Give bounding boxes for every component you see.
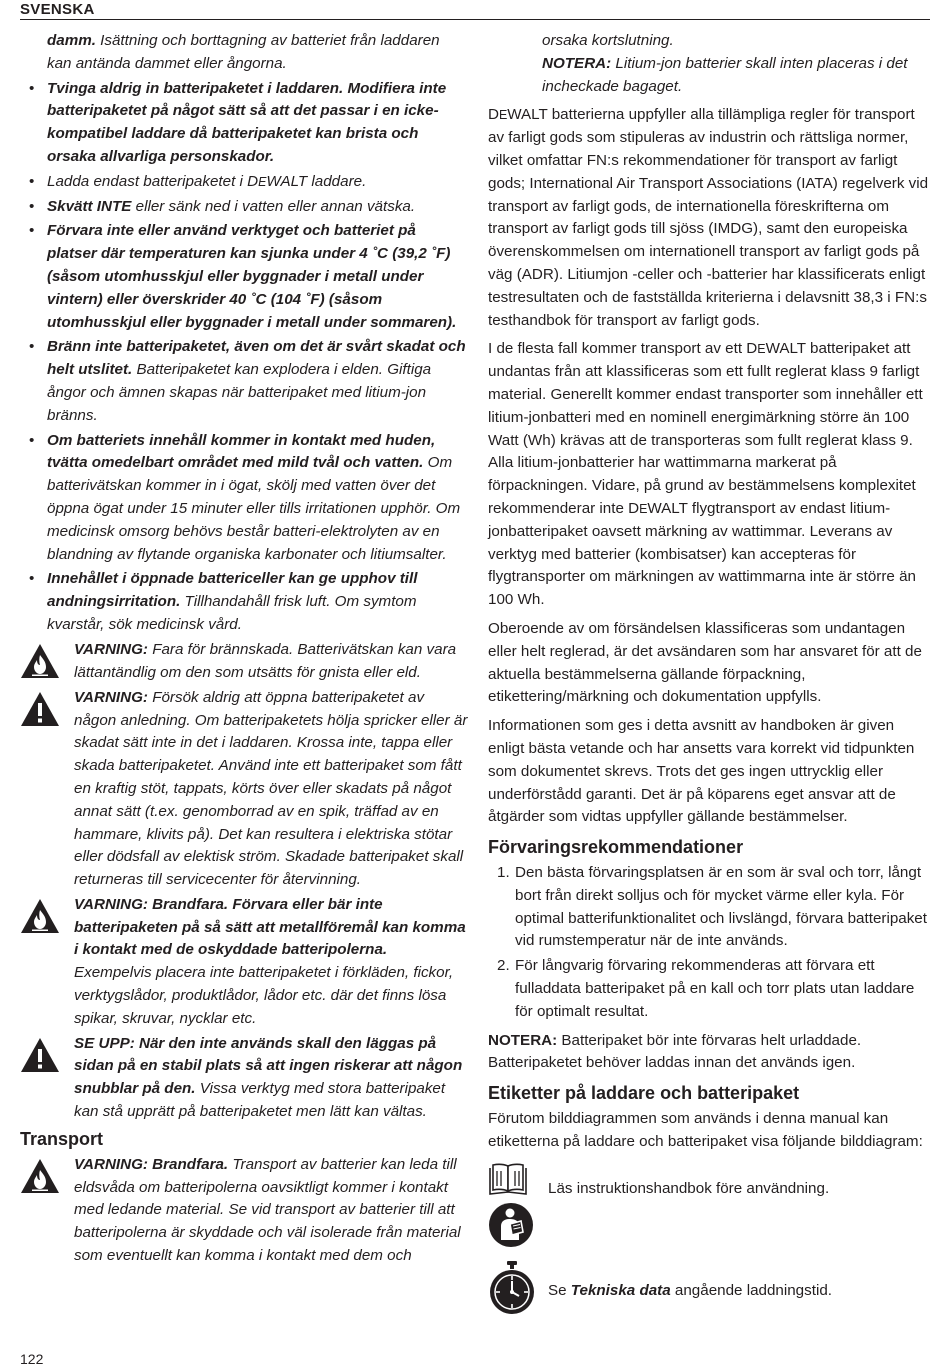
storage-title: Förvaringsrekommendationer [488, 837, 744, 858]
bullet-only-post: WALT laddare. [266, 172, 367, 190]
fire-warning-icon [20, 643, 60, 679]
exemption-paragraph [488, 338, 932, 612]
bullet-skin [20, 430, 468, 567]
warning-burn [20, 639, 468, 685]
bullet-cells-bold: Innehållet i öppnade battericeller kan ge upphov till andningsirritation. [47, 570, 418, 611]
intro-paragraph [20, 30, 468, 76]
storage-item-1 [488, 862, 932, 953]
exclamation-warning-icon [20, 1037, 60, 1073]
bullet-only-charger [20, 171, 468, 194]
bullet-burn-bold: Bränn inte batteripaketet, även om det är svårt skadat och helt utslitet. [47, 338, 466, 379]
caution-bold: SE UPP: När den inte används skall den läggas på sidan på en stabil plats så att ingen riskerar att någon snubblar på den. [74, 1034, 463, 1098]
exemption-pre: I de flesta fall kommer transport av ett D [488, 340, 758, 358]
exemption-brand-e: E [757, 342, 766, 357]
note1-text: Litium-jon batterier skall inten placeras i det incheckade bagaget. [542, 54, 908, 95]
transport-warn-text: Transport av batterier kan leda till eldsvåda om batteripolerna oavsiktligt kommer i kontakt med ledande material. Se vid transport av batterier till att batteripolerna är skyddade och väl isolerade från material som eventuellt kan komma i kontakt med dem och [74, 1155, 461, 1265]
warn2-text: Försök aldrig att öppna batteripaketet av någon anledning. Om batteripaketets hölja spricker eller är skadat sätt inte in det i laddaren. Krossa inte, tappa eller skada batteripaketet. Använd inte ett batteripaket som fått en kraftig stöt, tappats, körts över eller skadats på något annat sätt (t.ex. genomborrad av en spik, träffad av en hammare, klivits på). Det kan resultera i elektriska stötar eller dödsfall av elektisk ström. Skadade batteripaket skall returneras till servicecenter för återvinning. [74, 688, 468, 889]
bullet-skin-bold: Om batteriets innehåll kommer in kontakt med huden, tvätta omedelbart området med mild tvål och vatten. [47, 431, 436, 472]
bullet-storage-temp [20, 220, 468, 334]
bullet-splash-bold: Skvätt INTE [47, 197, 132, 215]
symbol2-pre: Se [548, 1281, 571, 1299]
exemption-brand-e2: E [639, 501, 648, 516]
bullet-skin-text: Om batterivätskan kommer in i ögat, skölj med vatten över det öppna ögat under 15 minuter eller tills irritationen upphör. Om medicinsk omsorg behövs består batteri-elektrolyten av en blandning av flytande organiska karbonater och litiumsalter. [47, 454, 461, 563]
symbol2-label [548, 1280, 832, 1303]
brand-d: D [488, 106, 499, 124]
continuation-text: orsaka kortslutning. [542, 32, 674, 49]
language-label: SVENSKA [20, 1, 95, 18]
storage-item-2 [488, 955, 932, 1023]
storage-item-number: 1. [497, 864, 510, 882]
bullet-splash-text: eller sänk ned i vatten eller annan vätska. [131, 197, 416, 215]
brand-e: E [498, 108, 508, 123]
labels-title: Etiketter på laddare och batteripaket [488, 1083, 800, 1104]
bullet-splash [20, 196, 468, 219]
exemption-mid: WALT batteripaket att undantas från att klassificeras som ett fullt reglerat klass 9 farligt material. Generellt kommer endast transporter som innehåller ett litium-jonbatteri med en nominell energimärkning större än 100 Watt (Wh) krävas att de transporteras som fullt reglerat klass 9. Alla litium-jonbatterier har wattimmarna markerat på förpackningen. Vidare, på grund av bestämmelsens komplexitet rekommenderar inte D [488, 340, 923, 517]
note1-bold: NOTERA: [542, 54, 612, 72]
warning-transport [20, 1154, 468, 1268]
exclamation-warning-icon [20, 691, 60, 727]
symbol-read-manual [488, 1162, 932, 1254]
warning-open-pack [20, 687, 468, 892]
disclaimer-paragraph: Informationen som ges i detta avsnitt av handboken är given enligt bästa vetande och har ansetts vara korrekt vid tidpunkten som dokumentet skrevs. Trots det ges ingen uttrycklig eller underförstådd garanti. Det är på köparens eget ansvar att de åtgärder som vidtas uppfyller gällande bestämmelser. [488, 717, 915, 826]
storage-item-text: Den bästa förvaringsplatsen är en som är sval och torr, långt bort från direkt solljus och för mycket värme eller kyla. För optimal batterifunktionalitet och livslängd, förvara batteripaket vid rumstemperatur när de inte används. [515, 864, 927, 950]
warn2-bold: VARNING: [74, 688, 148, 706]
compliance-text: batterierna uppfyller alla tillämpliga regler för transport av farligt gods som stipuleras av industrin och rättsliga normer, vilket omfattar FN:s rekommendationer för transport av farligt gods; International Air Transport Associations (IATA) regelverk vid transport av farligt gods, de internationella föreskrifterna om transport av farligt gods till sjöss (IMDG), samt den europeiska överenskommelsen om internationell transport av farligt gods på väg (ADR). Litiumjon -celler och -batterier har klassificerats enligt testresultaten och de fastställda kriterierna i delavsnitt 38,3 i FN:s testhandbok för transport av farligt gods. [488, 106, 929, 329]
intro-text: Isättning och borttagning av batteriet från laddaren kan antända dammet eller ångorna. [47, 32, 440, 72]
bullet-burn [20, 336, 468, 427]
bullet-cells-text: Tillhandahåll frisk luft. Om symtom kvarstår, sök medicinsk vård. [47, 593, 417, 633]
left-column [20, 30, 468, 1268]
caution-tip-over [20, 1033, 468, 1124]
bullet-cells [20, 568, 468, 636]
manual-book-icon [488, 1162, 528, 1196]
transport-title: Transport [20, 1128, 104, 1149]
labels-intro: Förutom bilddiagrammen som används i denna manual kan etiketterna på laddare och batteripaket visa följande bilddiagram: [488, 1110, 923, 1151]
exemption-post: WALT flygtransport av endast litium-jonbatteripaket oavsett märkning av wattimmar. Leverans av verktyg med batterier (kombisatser) kan accepteras för flygtransporter om märkningen av wattimmarna inte är större än 100 Wh. [488, 499, 916, 609]
right-column [488, 30, 932, 1320]
dewalt-compliance-paragraph [488, 104, 932, 332]
storage-item-number: 2. [497, 957, 510, 975]
stopwatch-icon [488, 1260, 536, 1316]
page-header [20, 0, 930, 20]
symbol2-post: angående laddningstid. [670, 1281, 832, 1299]
bullet-force [20, 78, 468, 169]
warning-metal-objects [20, 894, 468, 1031]
symbol2-bold: Tekniska data [570, 1281, 671, 1299]
warn3-bold: VARNING: Brandfara. Förvara eller bär inte batteripaketen på så sätt att metallföremål kan komma i kontakt med de oskyddade batteripolerna. [74, 895, 466, 959]
storage-note [488, 1030, 932, 1076]
transport-continuation [488, 30, 932, 98]
symbol1-label: Läs instruktionshandbok före användning. [548, 1179, 830, 1197]
bullet-burn-text: Batteripaketet kan explodera i elden. Giftiga ångor och ämnen skapas när batteripaket med litium-jon bränns. [47, 361, 432, 424]
responsibility-paragraph: Oberoende av om försändelsen klassificeras som undantagen eller helt reglerad, är det avsändaren som har ansvaret för att de aktuella bestämmelserna gällande förpackning, etikettering/märkning och dokumentation uppfylls. [488, 619, 922, 706]
intro-bold: damm. [47, 32, 96, 49]
storage-list [488, 862, 932, 1024]
storage-item-text: För långvarig förvaring rekommenderas att förvara ett fulladdata batteripaket på en kall och torr plats utan laddare för optimalt resultat. [515, 957, 915, 1020]
fire-warning-icon [20, 898, 60, 934]
warn1-bold: VARNING: [74, 640, 148, 658]
caution-text: Vissa verktyg med stora batteripaket kan stå upprätt på batteripaketet men lätt kan vältas. [74, 1080, 446, 1121]
warn1-text: Fara för brännskada. Batterivätskan kan vara lättantändlig om den som utsätts för gnista eller eld. [74, 640, 457, 681]
fire-warning-icon [20, 1158, 60, 1194]
symbol-charge-time [488, 1260, 932, 1320]
warn3-text: Exempelvis placera inte batteripaketet i förkläden, fickor, verktygslådor, produktlådor, lådor etc. där det finns lösa spikar, skruvar, nycklar etc. [74, 964, 454, 1027]
brand-walt: WALT [507, 106, 548, 124]
transport-warn-bold: VARNING: Brandfara. [74, 1155, 229, 1173]
read-manual-icon [488, 1202, 534, 1248]
bullet-only-pre: Ladda endast batteripaketet i D [47, 172, 259, 190]
bullet-force-text: Tvinga aldrig in batteripaketet i laddaren. Modifiera inte batteripaketet på något sätt så att det passar i en icke-kompatibel laddare då batteripaketet kan brista och orsaka allvarliga personskador. [47, 79, 447, 165]
bullet-storage-text: Förvara inte eller använd verktyget och batteriet på platser där temperaturen kan sjunka under 4 ˚C (39,2 ˚F) (såsom utomhusskjul eller byggnader i metall under vintern) eller överskrider 40 ˚C (104 ˚F) (såsom utomhusskjul eller byggnader i metall under sommaren). [47, 222, 457, 331]
note2-text: Batteripaket bör inte förvaras helt urladdade. Batteripaketet behöver laddas innan det används igen. [488, 1031, 862, 1072]
page-number: 122 [20, 1351, 44, 1367]
note2-bold: NOTERA: [488, 1031, 558, 1049]
bullet-only-brand: E [258, 174, 267, 189]
